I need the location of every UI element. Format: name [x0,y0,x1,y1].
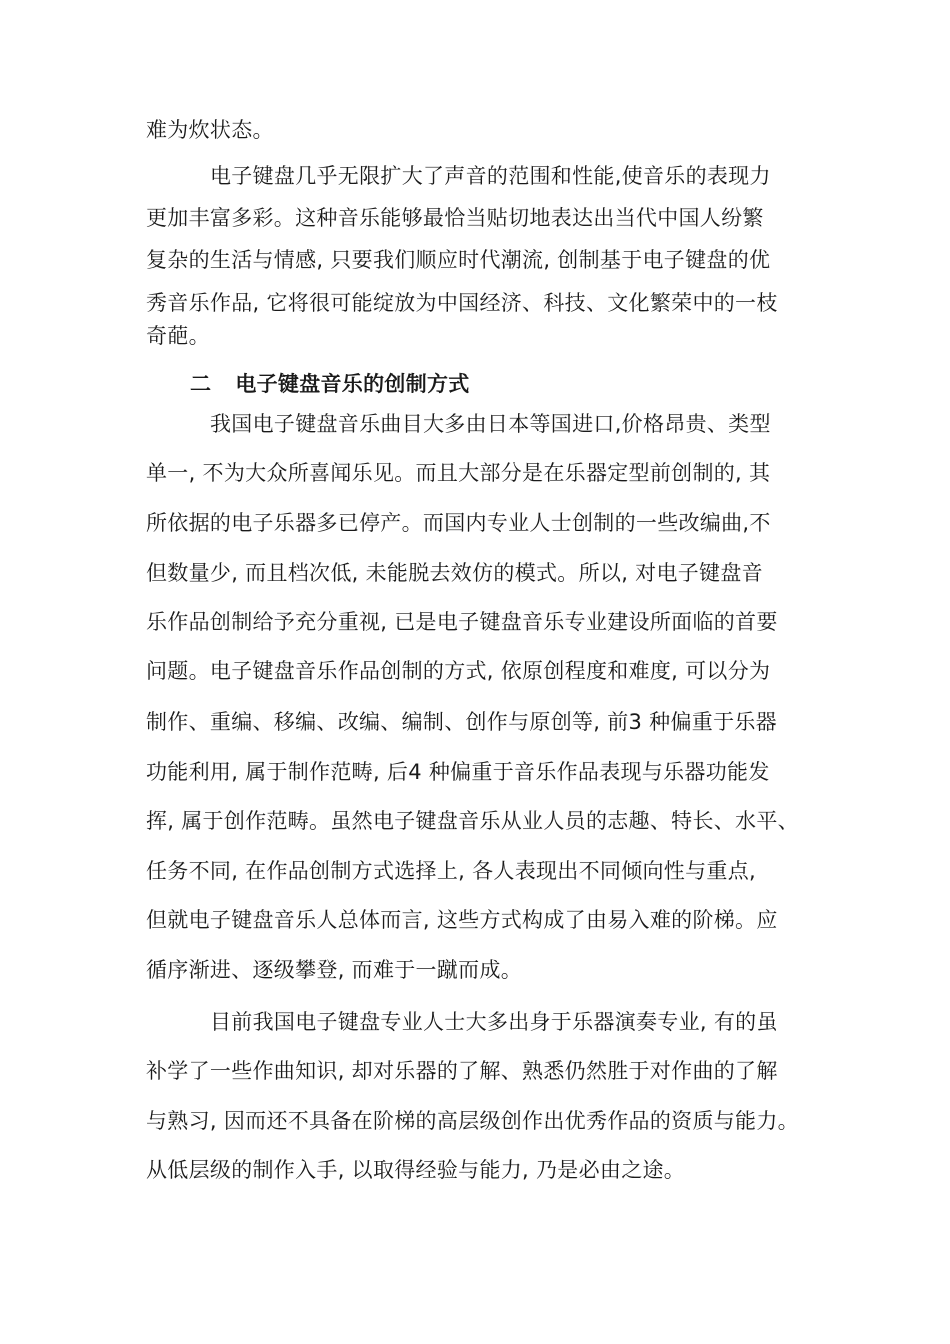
text-line: 复杂的生活与情感, 只要我们顺应时代潮流, 创制基于电子键盘的优 [146,248,771,272]
section-title: 电子键盘音乐的创制方式 [235,372,470,396]
text-line: 所依据的电子乐器多已停产。而国内专业人士创制的一些改编曲,不 [146,511,771,535]
text-line: 循序渐进、逐级攀登, 而难于一蹴而成。 [146,958,523,982]
text-line: 与熟习, 因而还不具备在阶梯的高层级创作出优秀作品的资质与能力。 [146,1109,799,1133]
text-line: 补学了一些作曲知识, 却对乐器的了解、熟悉仍然胜于对作曲的了解 [146,1059,778,1083]
text-line: 单一, 不为大众所喜闻乐见。而且大部分是在乐器定型前创制的, 其 [146,461,771,485]
section-number: 二 [190,372,212,396]
text-line: 任务不同, 在作品创制方式选择上, 各人表现出不同倾向性与重点, [146,859,756,883]
text-line: 奇葩。 [146,324,210,348]
section-heading [190,370,470,398]
text-line: 挥, 属于创作范畴。虽然电子键盘音乐从业人员的志趣、特长、水平、 [146,809,799,833]
text-line: 秀音乐作品, 它将很可能绽放为中国经济、科技、文化繁荣中的一枝 [146,291,778,315]
text-line: 更加丰富多彩。这种音乐能够最恰当贴切地表达出当代中国人纷繁 [146,206,764,230]
text-line: 但数量少, 而且档次低, 未能脱去效仿的模式。所以, 对电子键盘音 [146,561,763,585]
text-line: 难为炊状态。 [146,118,274,142]
text-line: 目前我国电子键盘专业人士大多出身于乐器演奏专业, 有的虽 [210,1010,778,1034]
text-line: 制作、重编、移编、改编、编制、创作与原创等, 前3 种偏重于乐器 [146,710,777,734]
text-line: 问题。电子键盘音乐作品创制的方式, 依原创程度和难度, 可以分为 [146,659,771,683]
text-line: 但就电子键盘音乐人总体而言, 这些方式构成了由易入难的阶梯。应 [146,908,778,932]
text-line: 电子键盘几乎无限扩大了声音的范围和性能,使音乐的表现力 [210,164,771,188]
text-line: 功能利用, 属于制作范畴, 后4 种偏重于音乐作品表现与乐器功能发 [146,760,770,784]
text-line: 我国电子键盘音乐曲目大多由日本等国进口,价格昂贵、类型 [210,412,771,436]
text-line: 乐作品创制给予充分重视, 已是电子键盘音乐专业建设所面临的首要 [146,610,778,634]
text-line: 从低层级的制作入手, 以取得经验与能力, 乃是必由之途。 [146,1158,686,1182]
